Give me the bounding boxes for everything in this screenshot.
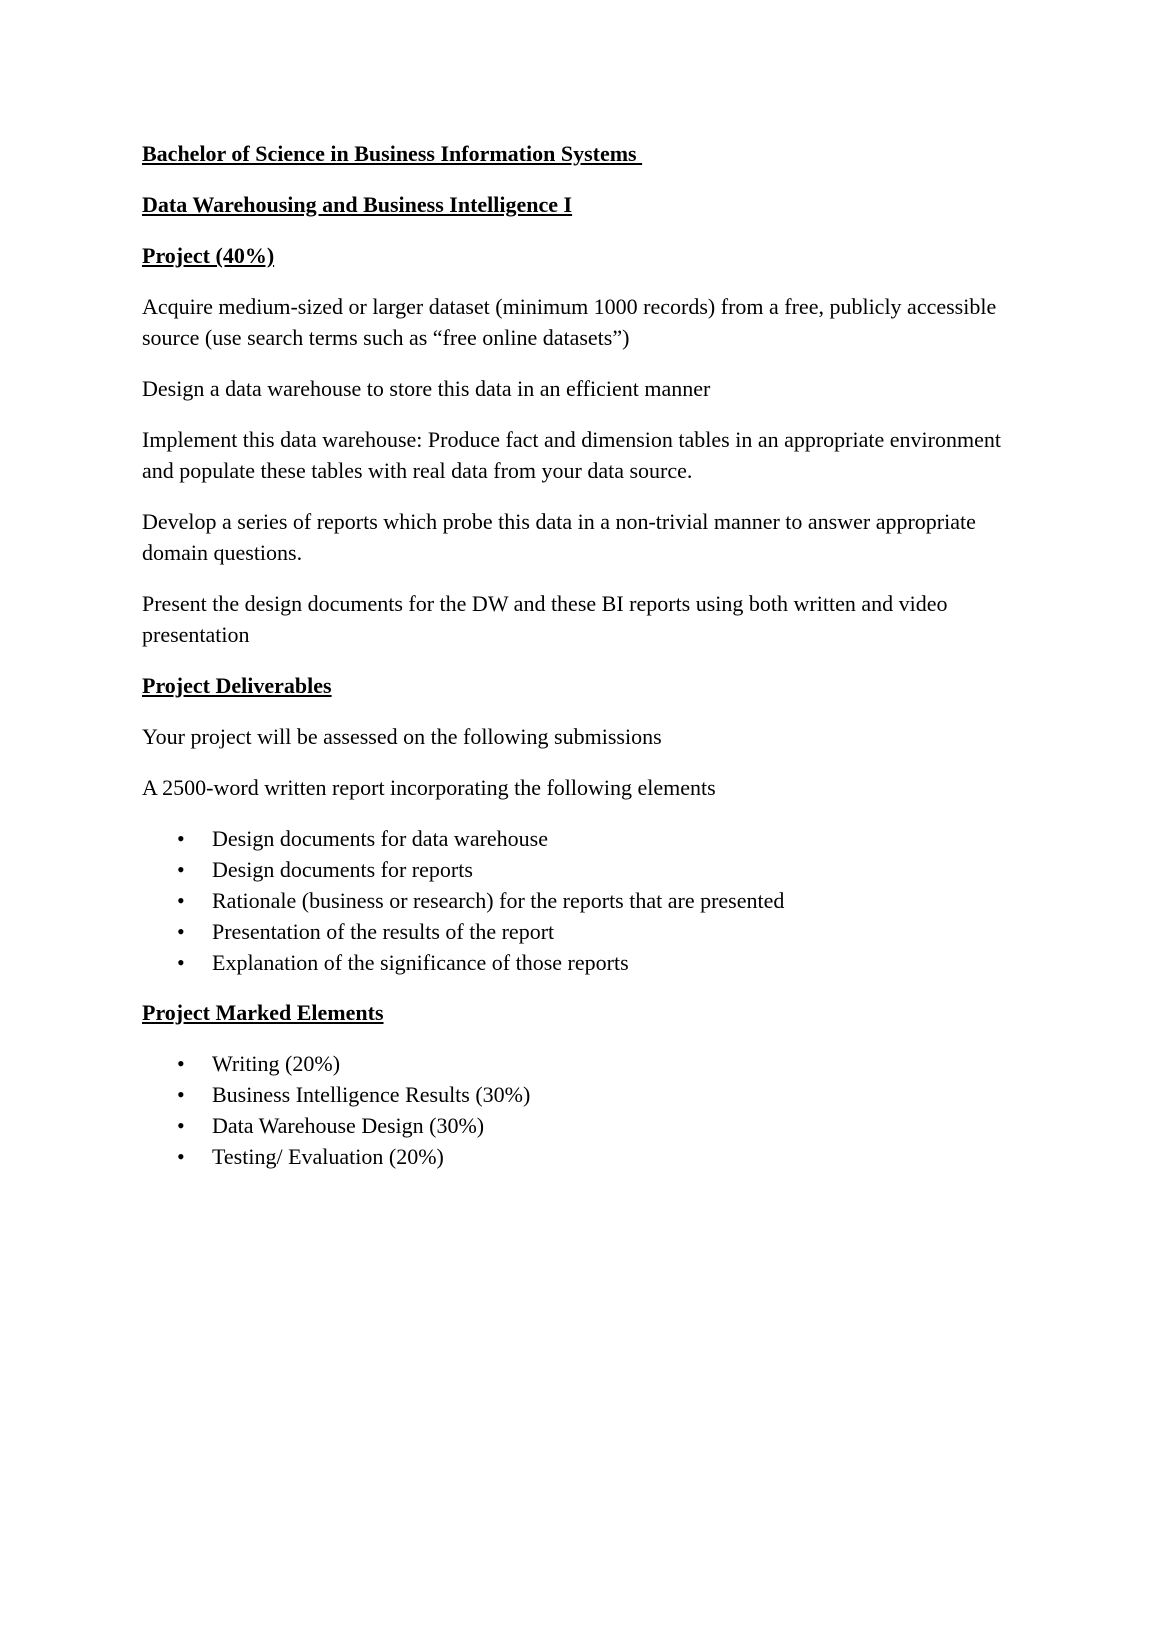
- project-paragraph: Implement this data warehouse: Produce fact and dimension tables in an appropriate environment and populate these tables with real data from your data source.: [142, 427, 1001, 483]
- list-item-text: Rationale (business or research) for the reports that are presented: [212, 888, 785, 913]
- list-item-text: Presentation of the results of the report: [212, 919, 555, 944]
- list-item: [142, 885, 1022, 916]
- bullet-icon: •: [177, 857, 185, 882]
- module-title: Data Warehousing and Business Intelligence I: [142, 192, 573, 217]
- document-title: Bachelor of Science in Business Information Systems: [142, 141, 643, 166]
- list-item: [142, 1141, 1022, 1172]
- list-item-text: Business Intelligence Results (30%): [212, 1082, 531, 1107]
- bullet-icon: •: [177, 1144, 185, 1169]
- list-item: [142, 823, 1022, 854]
- list-item: [142, 1048, 1022, 1079]
- list-item-text: Writing (20%): [212, 1051, 341, 1076]
- marked-elements-list: [142, 1048, 1022, 1172]
- project-paragraph: Present the design documents for the DW and these BI reports using both written and video presentation: [142, 591, 948, 647]
- list-item: [142, 1110, 1022, 1141]
- deliverables-heading: Project Deliverables: [142, 673, 332, 698]
- list-item: [142, 854, 1022, 885]
- list-item: [142, 947, 1022, 978]
- bullet-icon: •: [177, 919, 185, 944]
- project-heading: Project (40%): [142, 243, 275, 268]
- list-item-text: Design documents for data warehouse: [212, 826, 549, 851]
- list-item-text: Data Warehouse Design (30%): [212, 1113, 485, 1138]
- list-item-text: Explanation of the significance of those reports: [212, 950, 629, 975]
- project-paragraph: Design a data warehouse to store this data in an efficient manner: [142, 376, 711, 401]
- bullet-icon: •: [177, 826, 185, 851]
- project-paragraph: Acquire medium-sized or larger dataset (minimum 1000 records) from a free, publicly accessible source (use search terms such as “free online datasets”): [142, 294, 997, 350]
- list-item-text: Testing/ Evaluation (20%): [212, 1144, 444, 1169]
- list-item: [142, 1079, 1022, 1110]
- bullet-icon: •: [177, 950, 185, 975]
- bullet-icon: •: [177, 1051, 185, 1076]
- marked-elements-heading: Project Marked Elements: [142, 1000, 384, 1025]
- list-item: [142, 916, 1022, 947]
- report-elements-list: [142, 823, 1022, 978]
- bullet-icon: •: [177, 888, 185, 913]
- list-item-text: Design documents for reports: [212, 857, 473, 882]
- report-intro: A 2500-word written report incorporating the following elements: [142, 775, 716, 800]
- bullet-icon: •: [177, 1113, 185, 1138]
- deliverables-intro: Your project will be assessed on the following submissions: [142, 724, 662, 749]
- bullet-icon: •: [177, 1082, 185, 1107]
- document-page: [142, 138, 1022, 1191]
- project-paragraph: Develop a series of reports which probe this data in a non-trivial manner to answer appropriate domain questions.: [142, 509, 976, 565]
